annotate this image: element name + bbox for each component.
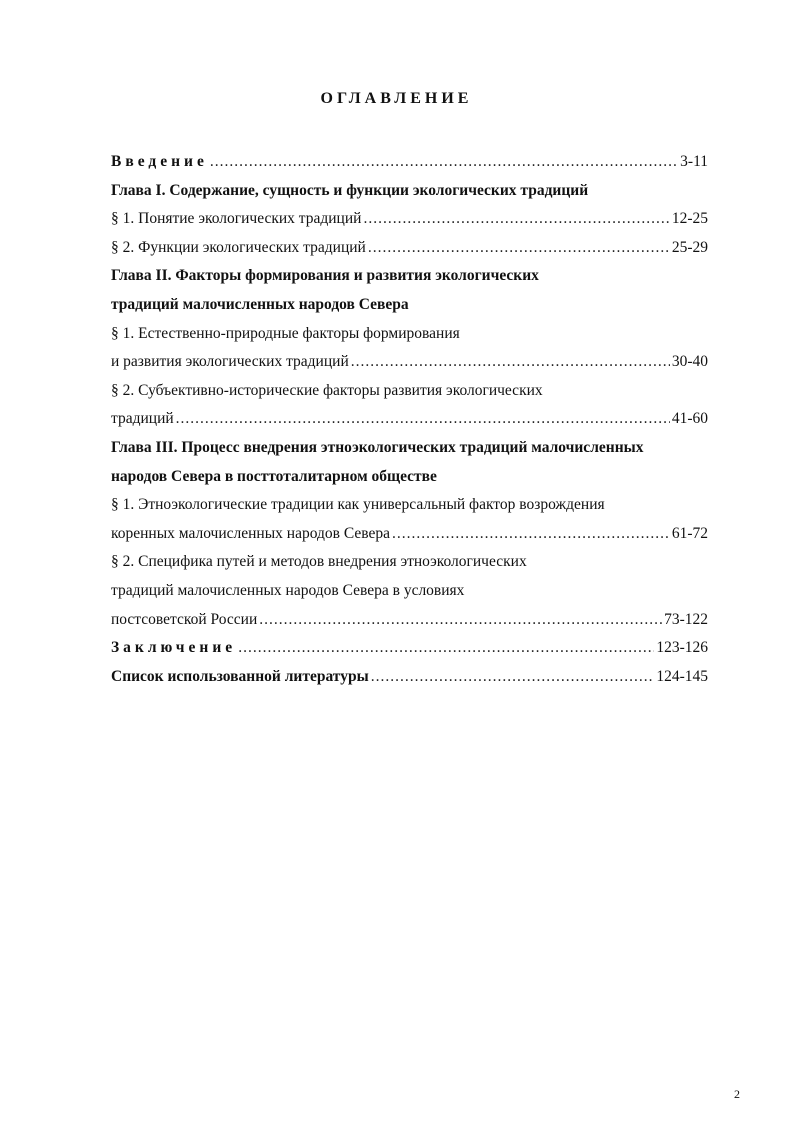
toc-entry-page: 61-72 bbox=[671, 524, 708, 542]
toc-entry-page: 25-29 bbox=[671, 238, 708, 256]
toc-entry-text: и развития экологических традиций bbox=[111, 353, 349, 371]
toc-leader-dots bbox=[363, 205, 669, 234]
toc-entry-ch3-sec2-line3 bbox=[111, 606, 708, 635]
toc-leader-dots bbox=[210, 148, 678, 177]
toc-leader-dots bbox=[392, 520, 670, 549]
toc-leader-dots bbox=[371, 663, 655, 692]
toc-leader-dots bbox=[238, 634, 654, 663]
toc-entry-page: 12-25 bbox=[671, 210, 708, 228]
toc-entry-text: традиций малочисленных народов Севера bbox=[111, 295, 409, 313]
toc-leader-dots bbox=[368, 234, 670, 263]
toc-chapter-2-heading-line2 bbox=[111, 291, 708, 320]
toc-entry-text: коренных малочисленных народов Севера bbox=[111, 524, 390, 542]
toc-entry-text: § 2. Функции экологических традиций bbox=[111, 238, 366, 256]
toc-entry-ch1-sec2 bbox=[111, 234, 708, 263]
toc-entry-text: § 1. Естественно-природные факторы формирования bbox=[111, 324, 460, 342]
page-number: 2 bbox=[734, 1087, 740, 1101]
toc-entry-text: § 2. Субъективно-исторические факторы развития экологических bbox=[111, 381, 543, 399]
toc-chapter-1-heading bbox=[111, 177, 708, 206]
toc-entry-text: традиций bbox=[111, 410, 174, 428]
toc-entry-text: народов Севера в посттоталитарном обществе bbox=[111, 467, 437, 485]
toc-entry-text: Список использованной литературы bbox=[111, 667, 369, 685]
toc-entry-page: 123-126 bbox=[656, 639, 708, 657]
toc-entry-ch3-sec1-line1 bbox=[111, 491, 708, 520]
toc-entry-introduction bbox=[111, 148, 708, 177]
toc-leader-dots bbox=[351, 348, 670, 377]
toc-entry-text: § 1. Этноэкологические традиции как универсальный фактор возрождения bbox=[111, 496, 605, 514]
toc-chapter-2-heading-line1 bbox=[111, 262, 708, 291]
toc-leader-dots bbox=[259, 606, 662, 635]
toc-entry-ch2-sec2-line2 bbox=[111, 405, 708, 434]
toc-entry-text: постсоветской России bbox=[111, 610, 258, 628]
toc-entry-bibliography bbox=[111, 663, 708, 692]
toc-entry-ch2-sec1-line1 bbox=[111, 320, 708, 349]
toc-entry-text: Введение bbox=[111, 153, 208, 170]
toc-entry-page: 30-40 bbox=[671, 353, 708, 371]
toc-entry-ch3-sec2-line2 bbox=[111, 577, 708, 606]
toc-entry-text: Глава III. Процесс внедрения этноэкологических традиций малочисленных bbox=[111, 438, 644, 456]
toc-title: ОГЛАВЛЕНИЕ bbox=[320, 90, 473, 107]
toc-entry-page: 3-11 bbox=[680, 153, 708, 170]
toc-chapter-3-heading-line1 bbox=[111, 434, 708, 463]
toc-entry-text: традиций малочисленных народов Севера в условиях bbox=[111, 581, 465, 599]
toc-entry-ch3-sec1-line2 bbox=[111, 520, 708, 549]
toc-entry-conclusion bbox=[111, 634, 708, 663]
toc-entry-text: § 2. Специфика путей и методов внедрения этноэкологических bbox=[111, 553, 527, 571]
toc-entry-page: 73-122 bbox=[664, 610, 708, 628]
toc-entry-ch2-sec1-line2 bbox=[111, 348, 708, 377]
table-of-contents bbox=[111, 148, 708, 691]
toc-entry-page: 124-145 bbox=[656, 667, 708, 685]
toc-leader-dots bbox=[176, 405, 670, 434]
toc-entry-text: Заключение bbox=[111, 639, 237, 657]
toc-entry-ch1-sec1 bbox=[111, 205, 708, 234]
toc-entry-text: Глава II. Факторы формирования и развития экологических bbox=[111, 267, 539, 285]
toc-entry-page: 41-60 bbox=[671, 410, 708, 428]
toc-entry-ch2-sec2-line1 bbox=[111, 377, 708, 406]
toc-chapter-3-heading-line2 bbox=[111, 463, 708, 492]
toc-entry-ch3-sec2-line1 bbox=[111, 548, 708, 577]
toc-entry-text: § 1. Понятие экологических традиций bbox=[111, 210, 362, 228]
toc-entry-text: Глава I. Содержание, сущность и функции экологических традиций bbox=[111, 181, 589, 199]
